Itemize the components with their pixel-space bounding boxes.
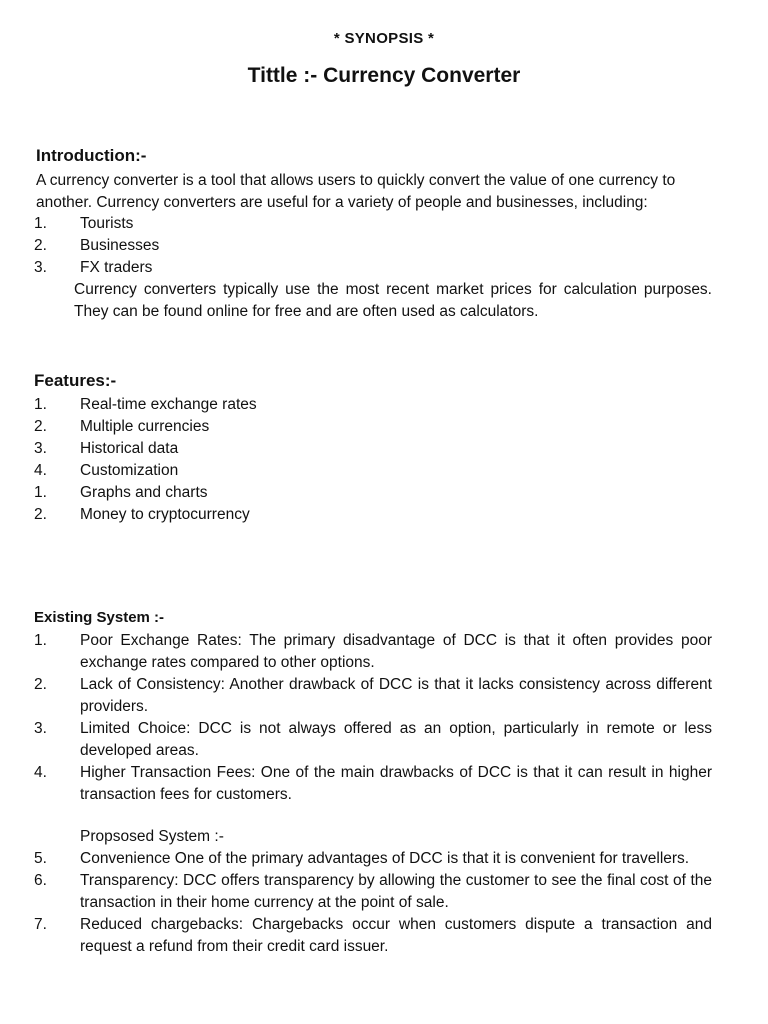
list-number: 2. [34,237,47,254]
features-list [34,394,714,526]
list-item-text: Higher Transaction Fees: One of the main drawbacks of DCC is that it can result in higher transaction fees for customers. [80,764,712,803]
list-number: 7. [34,916,47,933]
list-item-text: Historical data [80,440,179,457]
list-item [34,416,714,438]
list-item [34,674,712,718]
list-item [34,762,712,806]
list-number: 4. [34,764,47,781]
list-item [34,848,712,870]
list-item [34,482,714,504]
list-number: 4. [34,462,47,479]
list-item [34,394,714,416]
list-item-text: FX traders [80,259,153,276]
list-item-text: Tourists [80,215,134,232]
list-item [34,213,714,235]
document-title: Tittle :- Currency Converter [247,64,521,87]
list-item [34,460,714,482]
introduction-heading: Introduction:- [36,146,147,165]
list-item [34,438,714,460]
introduction-list [34,213,714,279]
list-item-text: Multiple currencies [80,418,210,435]
features-heading: Features:- [34,371,117,390]
list-number: 1. [34,215,47,232]
list-number: 3. [34,720,47,737]
list-number: 1. [34,632,47,649]
list-item [34,914,712,958]
list-item-text: Lack of Consistency: Another drawback of DCC is that it lacks consistency across different providers. [80,676,712,715]
list-item-text: Money to cryptocurrency [80,506,250,523]
list-number: 3. [34,440,47,457]
list-item-text: Graphs and charts [80,484,208,501]
synopsis-label: * SYNOPSIS * [333,30,435,47]
list-item-text: Poor Exchange Rates: The primary disadvantage of DCC is that it often provides poor exchange rates compared to other options. [80,632,712,671]
proposed-system-list [34,848,712,958]
introduction-note: Currency converters typically use the most recent market prices for calculation purposes. They can be found online for free and are often used as calculators. [74,281,712,320]
list-number: 3. [34,259,47,276]
list-item [34,235,714,257]
list-item-text: Transparency: DCC offers transparency by allowing the customer to see the final cost of the transaction in their home currency at the point of sale. [80,872,712,911]
list-number: 2. [34,418,47,435]
proposed-system-heading: Propsosed System :- [80,828,224,845]
list-item-text: Real-time exchange rates [80,396,257,413]
list-item [34,257,714,279]
list-number: 1. [34,396,47,413]
list-item [34,504,714,526]
list-item-text: Customization [80,462,179,479]
list-item [34,630,712,674]
list-item-text: Limited Choice: DCC is not always offered as an option, particularly in remote or less developed areas. [80,720,712,759]
list-item [34,718,712,762]
list-item-text: Convenience One of the primary advantages of DCC is that it is convenient for travellers. [80,850,690,867]
list-number: 5. [34,850,47,867]
list-item [34,870,712,914]
list-number: 2. [34,506,47,523]
list-number: 2. [34,676,47,693]
introduction-paragraph: A currency converter is a tool that allows users to quickly convert the value of one currency to another. Currency converters are useful for a variety of people and businesses, including: [36,172,676,211]
existing-system-heading: Existing System :- [34,609,165,626]
existing-system-list [34,630,712,806]
list-number: 6. [34,872,47,889]
list-number: 1. [34,484,47,501]
list-item-text: Reduced chargebacks: Chargebacks occur when customers dispute a transaction and request a refund from their credit card issuer. [80,916,712,955]
list-item-text: Businesses [80,237,160,254]
